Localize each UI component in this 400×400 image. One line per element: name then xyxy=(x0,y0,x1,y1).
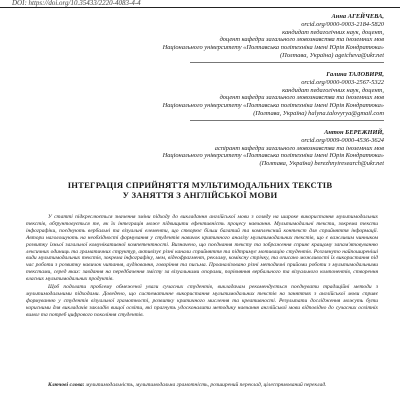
author-degree: кандидат педагогічних наук, доцент, xyxy=(282,28,384,36)
author-position: доцент кафедри загального мовознавства та іноземних мов xyxy=(219,94,384,102)
abstract-paragraph-2: Щоб подолати проблему обмеженої уваги сучасних студентів, викладачам рекомендується поєднувати традиційні методи з мультимодальними підходами. Доведено, що систематичне використання мультимодальних текстів на заняттях з англійської мови сприяє формуванню у студентів візуальної грамотності, розвитку критичного мислення та креативності. Результати дослідження можуть бути корисними для викладачів закладів вищої освіти, які прагнуть удосконалити методику навчання англійської мови відповідно до сучасних освітніх вимог та потреб цифрового покоління студентів. xyxy=(26,284,378,318)
author-divider xyxy=(190,62,384,63)
author-block-3 xyxy=(84,129,384,168)
author-affiliation: Національного університету «Полтавська політехніка імені Юрія Кондратюка» xyxy=(162,102,384,110)
author-orcid: orcid.org/0000-0003-2184-5820 xyxy=(301,20,384,28)
author-location-email: (Полтава, Україна) berezhnyiresearch@ukr.net xyxy=(259,160,384,168)
abstract xyxy=(26,214,378,319)
author-name: Галина ТАЛОВИРЯ, xyxy=(326,71,384,78)
author-location-email: (Полтава, Україна) ageicheva@ukr.net xyxy=(280,51,384,59)
title-line-1: ІНТЕГРАЦІЯ СПРИЙНЯТТЯ МУЛЬТИМОДАЛЬНИХ ТЕКСТІВ xyxy=(67,180,333,190)
author-name: Антон БЕРЕЖНИЙ, xyxy=(324,129,384,136)
author-divider xyxy=(190,120,384,121)
keywords xyxy=(26,382,378,389)
author-degree: кандидат педагогічних наук, доцент, xyxy=(282,86,384,94)
author-block-1 xyxy=(84,13,384,60)
author-position: аспірант кафедри загального мовознавства та іноземних мов xyxy=(214,144,384,152)
author-position: доцент кафедри загального мовознавства та іноземних мов xyxy=(219,36,384,44)
keywords-label: Ключові слова: xyxy=(48,382,85,388)
header-rule xyxy=(0,7,400,8)
author-affiliation: Національного університету «Полтавська політехніка імені Юрія Кондратюка» xyxy=(162,44,384,52)
author-orcid: orcid.org/0000-0003-2567-5322 xyxy=(301,78,384,86)
author-location-email: (Полтава, Україна) halyna.talovyrya@gmail.com xyxy=(253,109,384,117)
author-block-2 xyxy=(84,71,384,118)
title-line-2: У ЗАНЯТТЯ З АНГЛІЙСЬКОЇ МОВИ xyxy=(122,190,278,200)
doi-line: DOI: https://doi.org/10.35433/2220-4083-4-4 xyxy=(12,0,141,7)
keywords-text: мультимодальність, мультимодальна грамотність, розширений переклад, цілеспрямований переклад. xyxy=(84,382,327,388)
article-title xyxy=(60,180,340,200)
author-orcid: orcid.org/0009-0000-4536-3624 xyxy=(301,136,384,144)
author-name: Анна АГЕЙЧЕВА, xyxy=(331,13,384,20)
author-affiliation: Національного університету «Полтавська політехніка імені Юрія Кондратюка» xyxy=(162,152,384,160)
abstract-paragraph-1: У статті підкреслюється значення зміни підходу до викладання англійської мови з огляду на широке використання мультимодальних текстів, обґрунтовується те, як їх інтеграція може підвищити ефективність процесу навчання. Мультимодальні тексти, зокрема тексти інфографіки, поєднують вербальні та візуальні елементи, що створює більш багатий та комплексний контекст для сприйняття інформації. Автори наголошують на необхідності формування у студентів навичок критичного аналізу мультимодальних текстів, що є важливим чинником розвитку їхньої загальної комунікативної компетентності. Визначено, що поєднання тексту та зображення сприяє кращому запам'ятовуванню лексичних одиниць та граматичних структур, активізує різні канали сприйняття та підтримує мотивацію студентів. Розглянуто найпоширеніші види мультимодальних текстів, зокрема інфографіку, мем, відеофрагмент, рекламу, коміксну стрічку, та описано можливості їх використання під час роботи з розвитку навичок читання, аудіювання, говоріння та письма. Проаналізовано різні методичні прийоми роботи з мультимодальними текстами, серед яких: завдання на передбачення змісту за візуальними опорами, порівняння вербального та візуального компонентів, створення власних мультимодальних продуктів. xyxy=(26,214,378,283)
